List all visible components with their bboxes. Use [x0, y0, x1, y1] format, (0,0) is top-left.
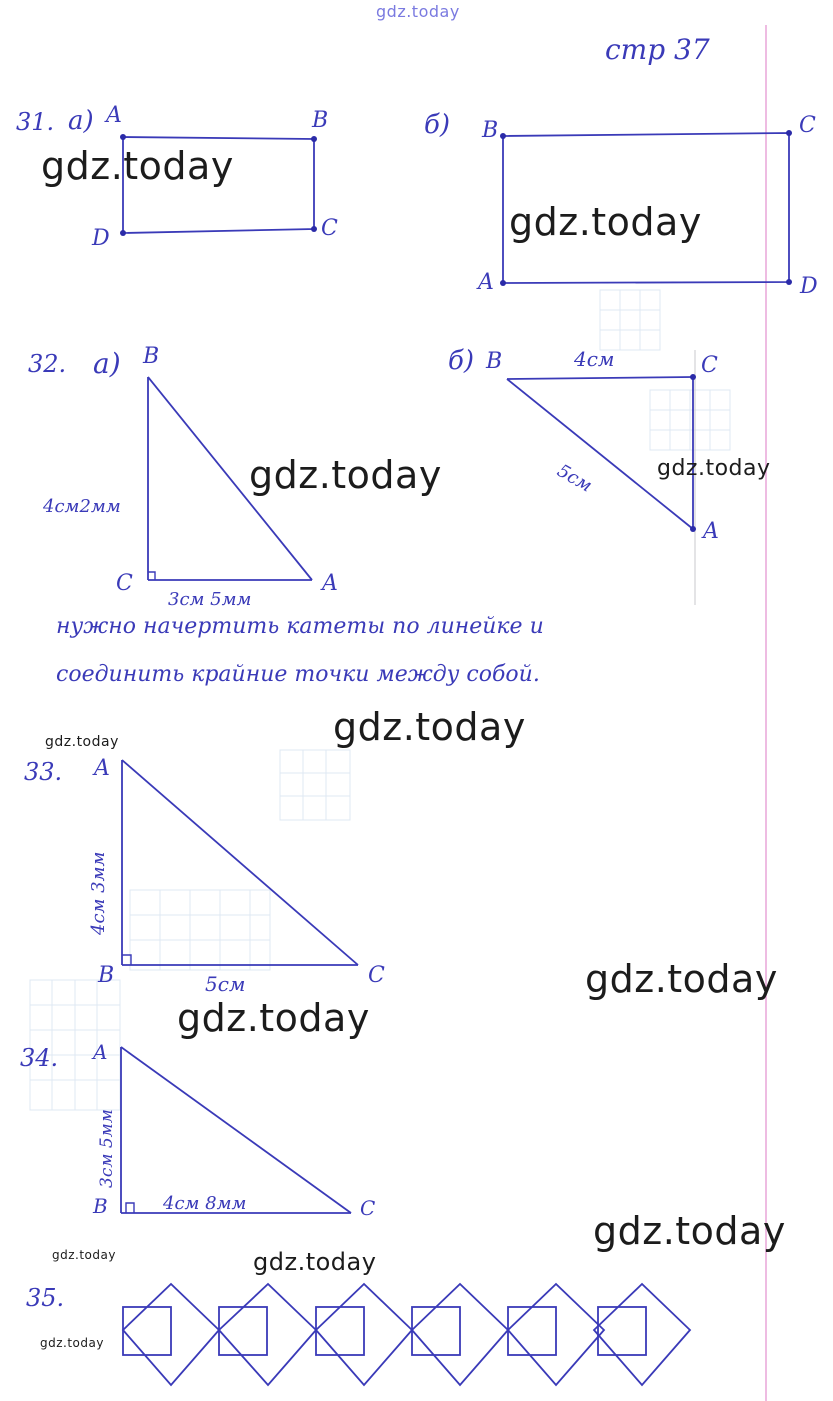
- ex31b-label-B: B: [482, 118, 499, 143]
- ex33-triangle: [122, 760, 358, 965]
- ex31a-label-D: D: [92, 226, 110, 251]
- ex33-label-A: A: [94, 756, 110, 781]
- watermark: gdz.today: [249, 453, 442, 497]
- ex32a-vertical-label: 4см2мм: [43, 496, 121, 517]
- watermark: gdz.today: [45, 734, 119, 750]
- ex32a-label-A: A: [322, 571, 338, 596]
- ex34-number: 34.: [20, 1044, 59, 1072]
- ex31a-label-B: B: [312, 108, 329, 133]
- ex33-horizontal-label: 5см: [205, 972, 246, 996]
- ex31b-label-A: A: [478, 270, 494, 295]
- ex32a-label-B: B: [143, 344, 160, 369]
- ex33-vertical-label: 4см 3мм: [88, 851, 109, 935]
- ex32b-label-B: B: [486, 349, 503, 374]
- ex32a-horizontal-label: 3см 5мм: [168, 589, 252, 610]
- ex32-part-a: а): [93, 347, 121, 380]
- ex34-label-C: C: [360, 1196, 376, 1220]
- watermark: gdz.today: [333, 705, 526, 749]
- ex31-number: 31.: [16, 108, 55, 136]
- ex32b-hyp-label: 5см: [553, 460, 596, 497]
- ex31b-label-C: C: [799, 113, 816, 138]
- ex32b-label-A: A: [703, 519, 719, 544]
- watermark: gdz.today: [41, 144, 234, 188]
- ex32-number: 32.: [28, 350, 67, 378]
- ex34-label-A: A: [93, 1040, 108, 1064]
- watermark: gdz.today: [585, 957, 778, 1001]
- ex33-number: 33.: [24, 758, 63, 786]
- ex31-part-a: а): [68, 106, 94, 136]
- ex35-ornament: [123, 1284, 690, 1385]
- ex31a-label-A: A: [106, 103, 122, 128]
- ex32-part-b: б): [448, 346, 475, 376]
- watermark: gdz.today: [177, 996, 370, 1040]
- ex33-label-C: C: [368, 963, 385, 988]
- page-label: стр 37: [605, 33, 710, 66]
- ex34-vertical-label: 3см 5мм: [97, 1109, 117, 1188]
- ex32-note-line1: нужно начертить катеты по линейке и: [56, 614, 544, 639]
- ex31a-label-C: C: [321, 216, 338, 241]
- ex34-triangle: [121, 1047, 351, 1213]
- ex32b-label-C: C: [701, 353, 718, 378]
- ex34-horizontal-label: 4см 8мм: [163, 1193, 247, 1214]
- ex32b-top-label: 4см: [574, 347, 615, 371]
- watermark: gdz.today: [52, 1248, 116, 1262]
- watermark: gdz.today: [509, 200, 702, 244]
- ex31-part-b: б): [424, 110, 451, 140]
- ex31b-label-D: D: [800, 274, 818, 299]
- watermark-top: gdz.today: [376, 2, 460, 21]
- ex32-note-line2: соединить крайние точки между собой.: [56, 662, 540, 687]
- ex34-label-B: B: [93, 1194, 108, 1218]
- ex35-number: 35.: [26, 1284, 65, 1312]
- ex33-label-B: B: [98, 963, 115, 988]
- watermark: gdz.today: [40, 1336, 104, 1350]
- watermark: gdz.today: [593, 1209, 786, 1253]
- watermark: gdz.today: [253, 1248, 377, 1276]
- ex32a-label-C: C: [116, 571, 133, 596]
- watermark: gdz.today: [657, 456, 771, 481]
